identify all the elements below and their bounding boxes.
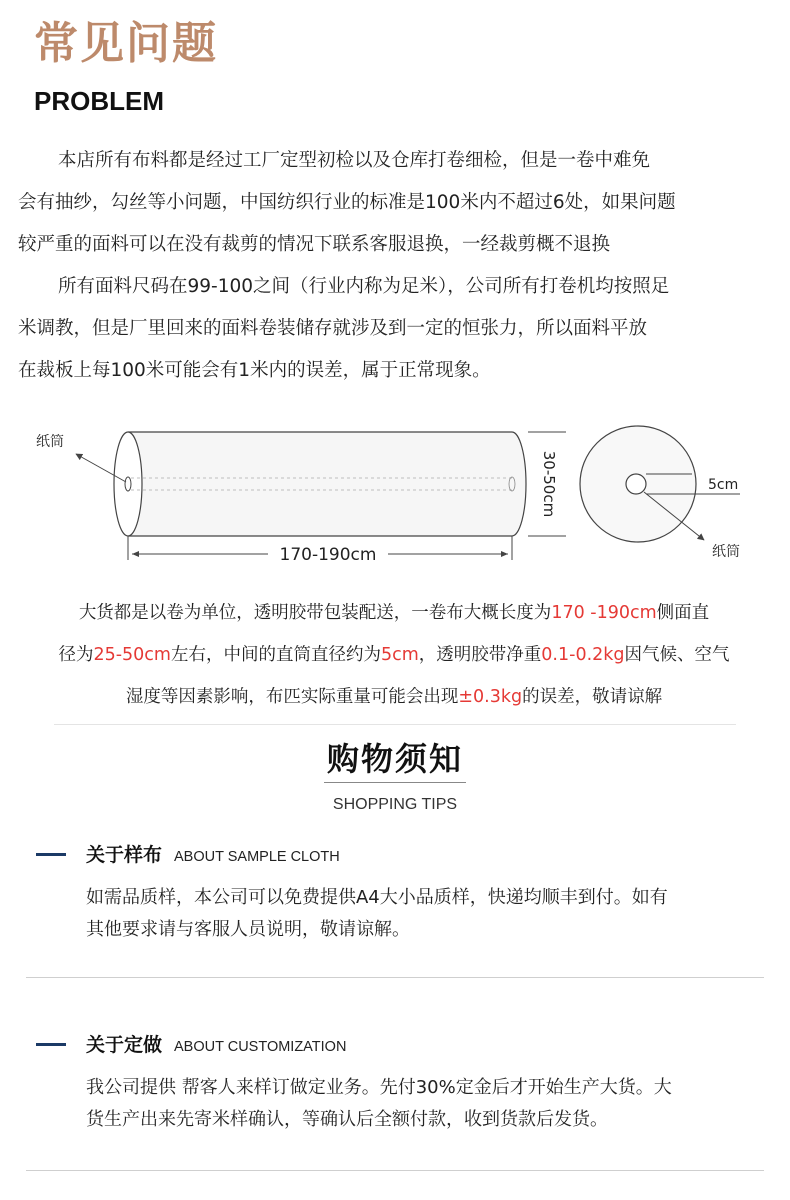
- tube-label-left: 纸筒: [36, 434, 64, 450]
- custom-heading-en: ABOUT CUSTOMIZATION: [174, 1039, 347, 1055]
- note-line: [18, 634, 770, 676]
- note-line: [18, 676, 770, 718]
- length-dimension: [128, 536, 512, 565]
- tube-callout-left: [36, 434, 126, 482]
- shipping-note: [18, 592, 770, 718]
- body-line: 我公司提供 帮客人来样订做定业务。先付30%定金后才开始生产大货。大: [86, 1077, 672, 1098]
- note-text: 左右，中间的直筒直径约为: [170, 645, 381, 665]
- paragraph-line: 本店所有布料都是经过工厂定型初检以及仓库打卷细检，但是一卷中难免: [58, 150, 651, 171]
- sample-section-heading: [36, 838, 340, 868]
- paragraph-line: 会有抽纱，勾丝等小问题，中国纺织行业的标准是100米内不超过6处，如果问题: [18, 192, 676, 213]
- note-text: 侧面直: [656, 603, 710, 623]
- note-text: 湿度等因素影响，布匹实际重量可能会出现: [125, 687, 459, 707]
- note-text: 大货都是以卷为单位，透明胶带包装配送，一卷布大概长度为: [78, 603, 552, 623]
- custom-section-heading: [36, 1028, 346, 1058]
- core-diameter-label: 5cm: [708, 477, 739, 493]
- note-text: 的误差，敬请谅解: [522, 687, 663, 707]
- body-line: 如需品质样，本公司可以免费提供A4大小品质样，快递均顺丰到付。如有: [86, 887, 668, 908]
- body-line: 其他要求请与客服人员说明，敬请谅解。: [86, 919, 410, 940]
- heading-accent-bar: [36, 853, 66, 856]
- roll-cylinder: [114, 432, 526, 536]
- paragraph-line: 所有面料尺码在99-100之间（行业内称为足米），公司所有打卷机均按照足: [58, 276, 670, 297]
- paragraph-line: 米调教，但是厂里回来的面料卷装储存就涉及到一定的恒张力，所以面料平放: [18, 318, 648, 339]
- tube-label-right: 纸筒: [712, 544, 740, 560]
- paragraph-line: 在裁板上每100米可能会有1米内的误差，属于正常现象。: [18, 360, 491, 381]
- note-highlight: 170 -190cm: [551, 603, 657, 623]
- body-line: 货生产出来先寄米样确认，等确认后全额付款，收到货款后发货。: [86, 1109, 608, 1130]
- tips-subtitle: SHOPPING TIPS: [332, 796, 458, 813]
- note-highlight: ±0.3kg: [458, 687, 523, 707]
- tips-title: 购物须知: [326, 740, 463, 778]
- note-text: 径为: [58, 645, 94, 665]
- heading-accent-bar: [36, 1043, 66, 1046]
- tips-title-underline: [324, 782, 466, 783]
- paragraph-line: 较严重的面料可以在没有裁剪的情况下联系客服退换，一经裁剪概不退换: [18, 234, 611, 255]
- length-label: 170-190cm: [279, 545, 377, 565]
- section-divider: [54, 724, 736, 725]
- section-rule: [26, 977, 764, 978]
- diameter-label: 30-50cm: [540, 450, 558, 518]
- note-highlight: 25-50cm: [93, 645, 171, 665]
- roll-cross-section: [580, 426, 740, 542]
- sample-heading-en: ABOUT SAMPLE CLOTH: [174, 849, 340, 865]
- diameter-dimension: [528, 432, 566, 536]
- fabric-roll-diagram: [0, 410, 790, 580]
- page-title: 常见问题: [34, 18, 218, 69]
- note-highlight: 5cm: [380, 645, 419, 665]
- page-subtitle: PROBLEM: [34, 86, 164, 116]
- sample-section-body: [86, 882, 766, 946]
- problem-paragraph-1: [18, 140, 770, 266]
- section-rule: [26, 1170, 764, 1171]
- custom-heading-cn: 关于定做: [86, 1034, 163, 1056]
- problem-paragraph-2: [18, 266, 770, 392]
- sample-heading-cn: 关于样布: [86, 844, 163, 866]
- custom-section-body: [86, 1072, 766, 1136]
- note-text: ，透明胶带净重: [418, 645, 542, 665]
- note-highlight: 0.1-0.2kg: [541, 645, 625, 665]
- note-line: [18, 592, 770, 634]
- note-text: 因气候、空气: [624, 645, 730, 665]
